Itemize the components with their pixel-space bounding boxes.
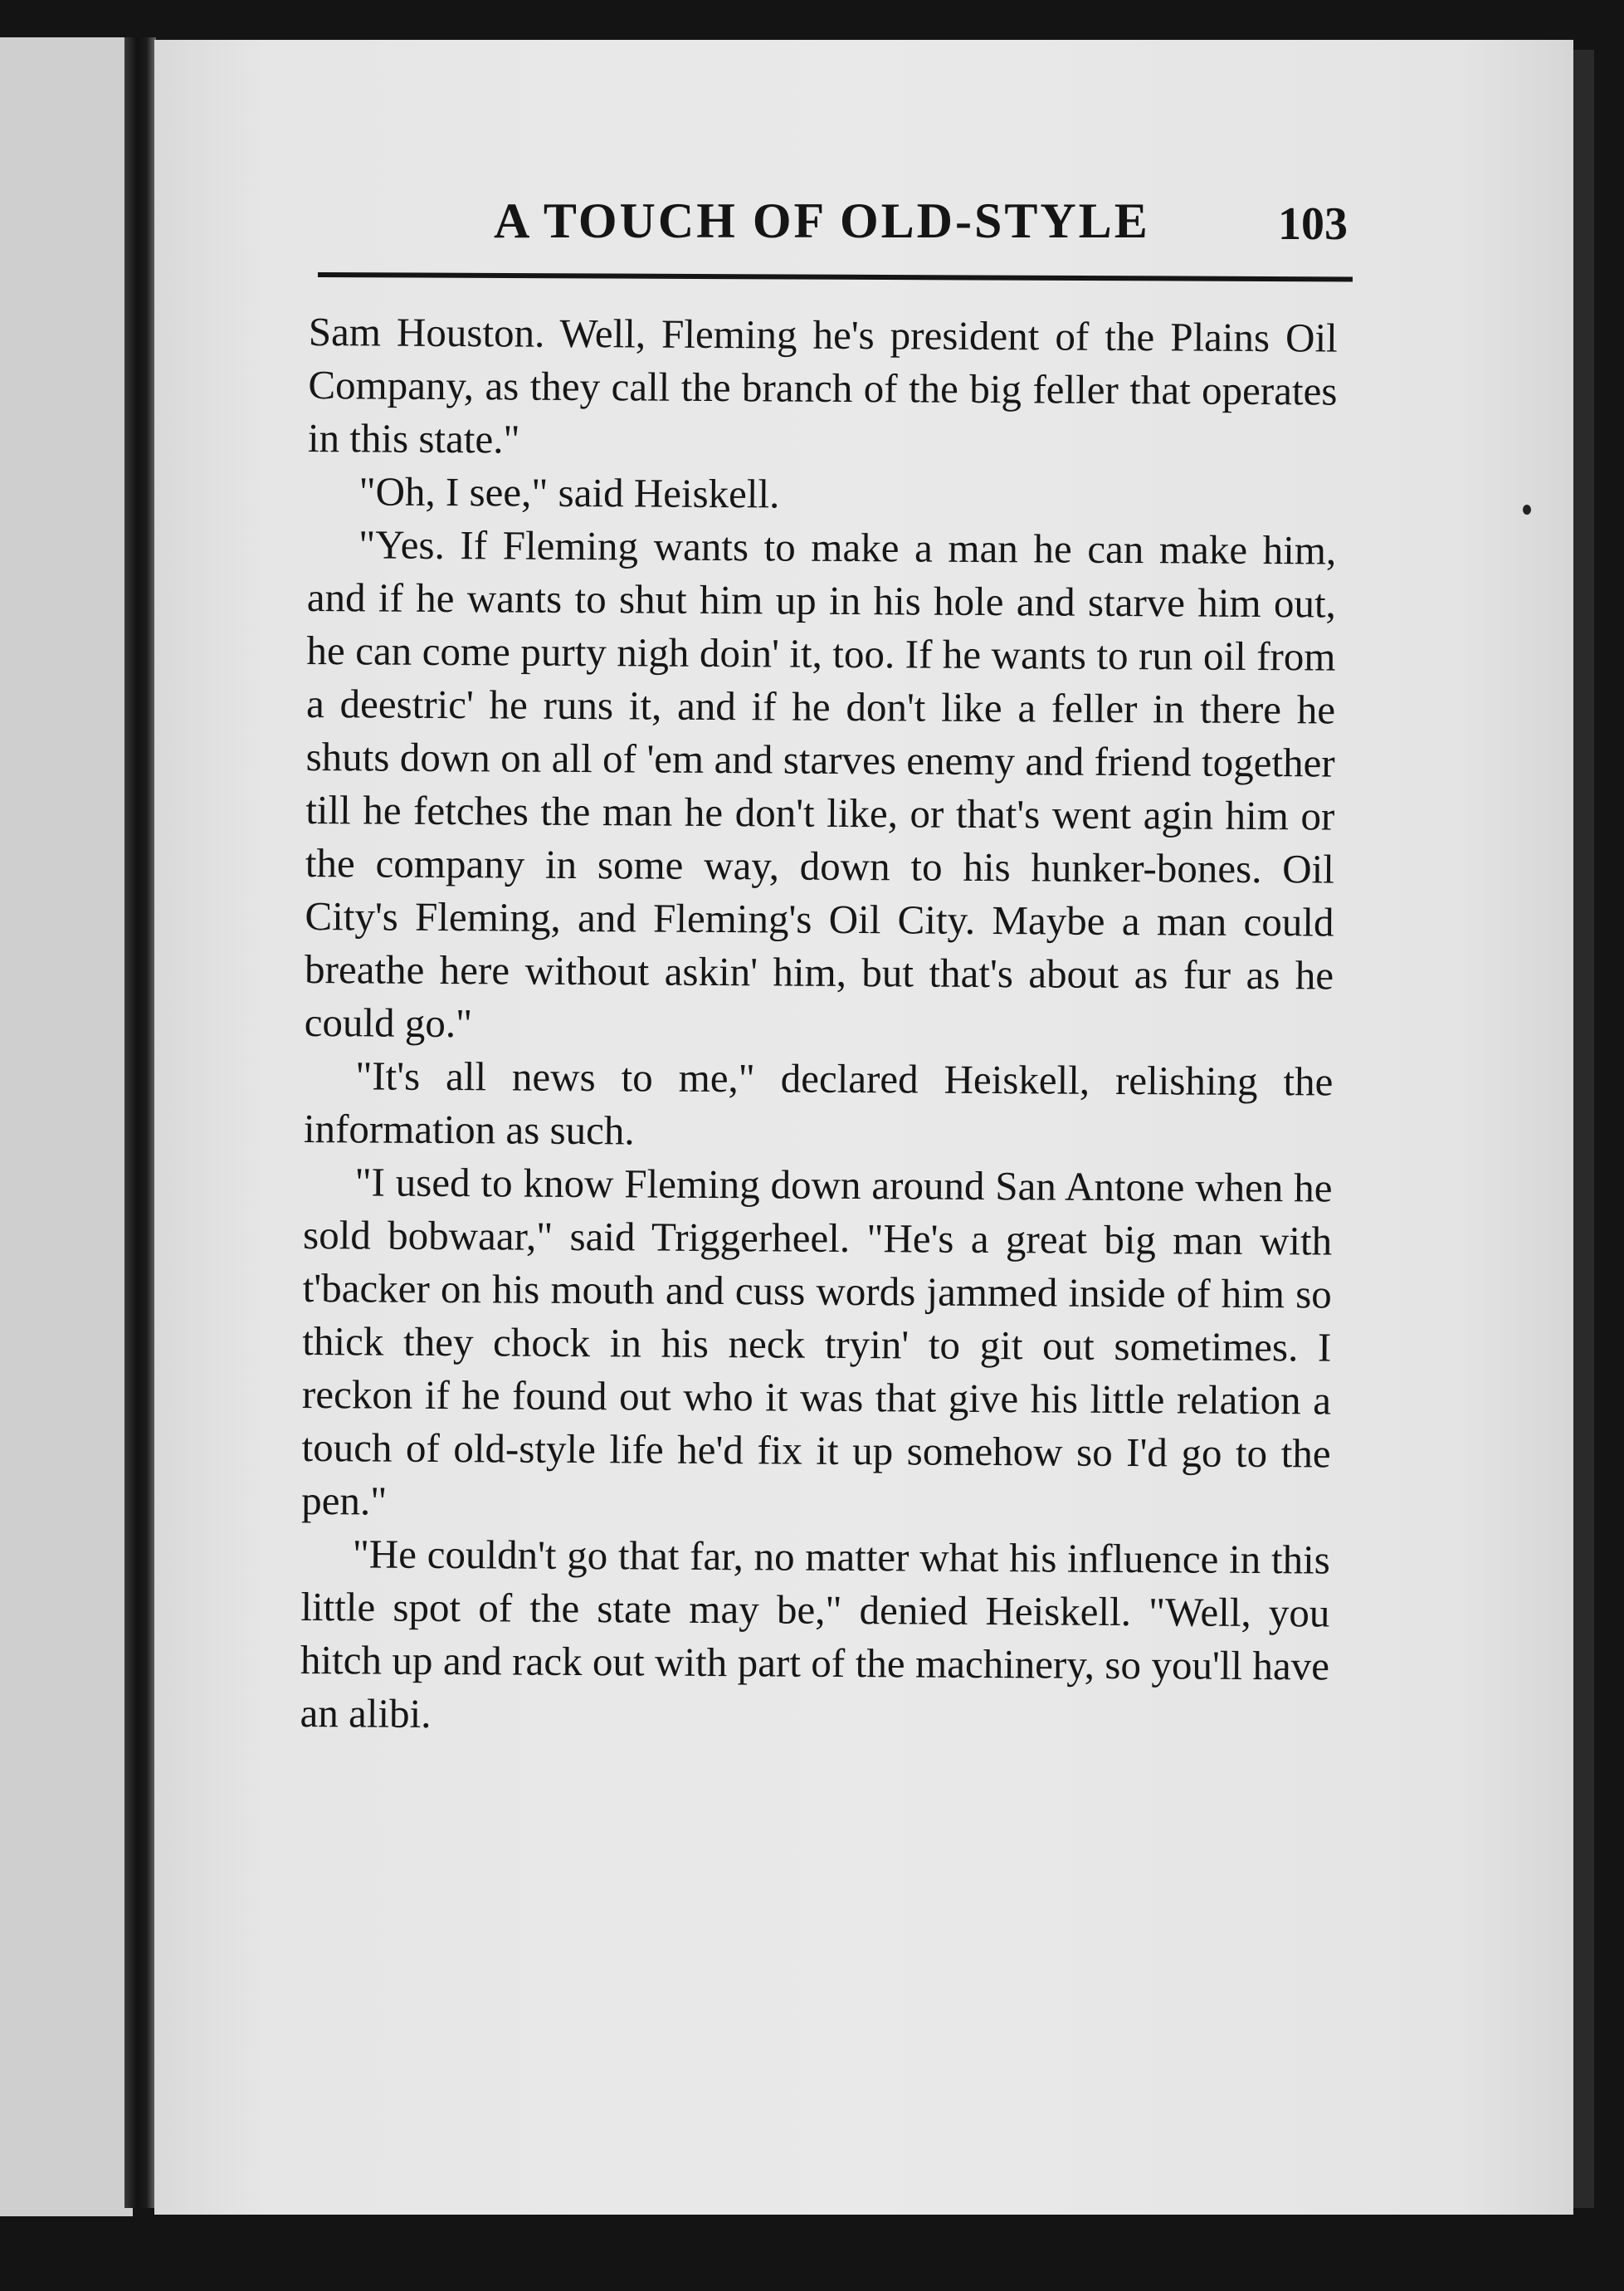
paragraph-2: "Oh, I see," said Heiskell. (358, 468, 780, 517)
page-right-edge (1573, 50, 1594, 2208)
paragraph-5: "I used to know Fleming down around San Antone when he sold bobwaar," said Triggerheel. "He's a great big man with t'backer on his mouth and cuss words jammed inside of him so thick they chock in his neck tryin' to git out sometimes. I reckon if he found out who it was that give his little relation a touch of old-style life he'd fix it up somehow so I'd go to the pen." (301, 1159, 1333, 1524)
paragraph-4: "It's all news to me," declared Heiskell, relishing the information as such. (303, 1053, 1334, 1154)
page-number: 103 (1278, 198, 1348, 250)
running-head-title: A TOUCH OF OLD-STYLE (494, 193, 1150, 248)
book-gutter (124, 37, 156, 2208)
facing-page-edge (0, 37, 133, 2216)
body-text (300, 305, 1338, 1746)
running-head (315, 193, 1353, 259)
paragraph-1: Sam Houston. Well, Fleming he's president of the Plains Oil Company, as they call the branch of the big feller that operates in this state." (307, 308, 1338, 462)
paragraph-6: "He couldn't go that far, no matter what his influence in this little spot of the state may be," denied Heiskell. "Well, you hitch up and rack out with part of the machinery, so you'll have an alibi. (300, 1531, 1330, 1737)
scan-speck (1523, 505, 1531, 515)
paragraph-3: "Yes. If Fleming wants to make a man he can make him, and if he wants to shut him up in his hole and starve him out, he can come purty nigh doin' it, too. If he wants to run oil from a deestric' he runs it, and if he don't like a feller in there he shuts down on all of 'em and starves enemy and friend together till he fetches the man he don't like, or that's went agin him or the company in some way, down to his hunker-bones. Oil City's Fleming, and Fleming's Oil City. Maybe a man could breathe here without askin' him, but that's about as fur as he could go." (304, 521, 1337, 1047)
